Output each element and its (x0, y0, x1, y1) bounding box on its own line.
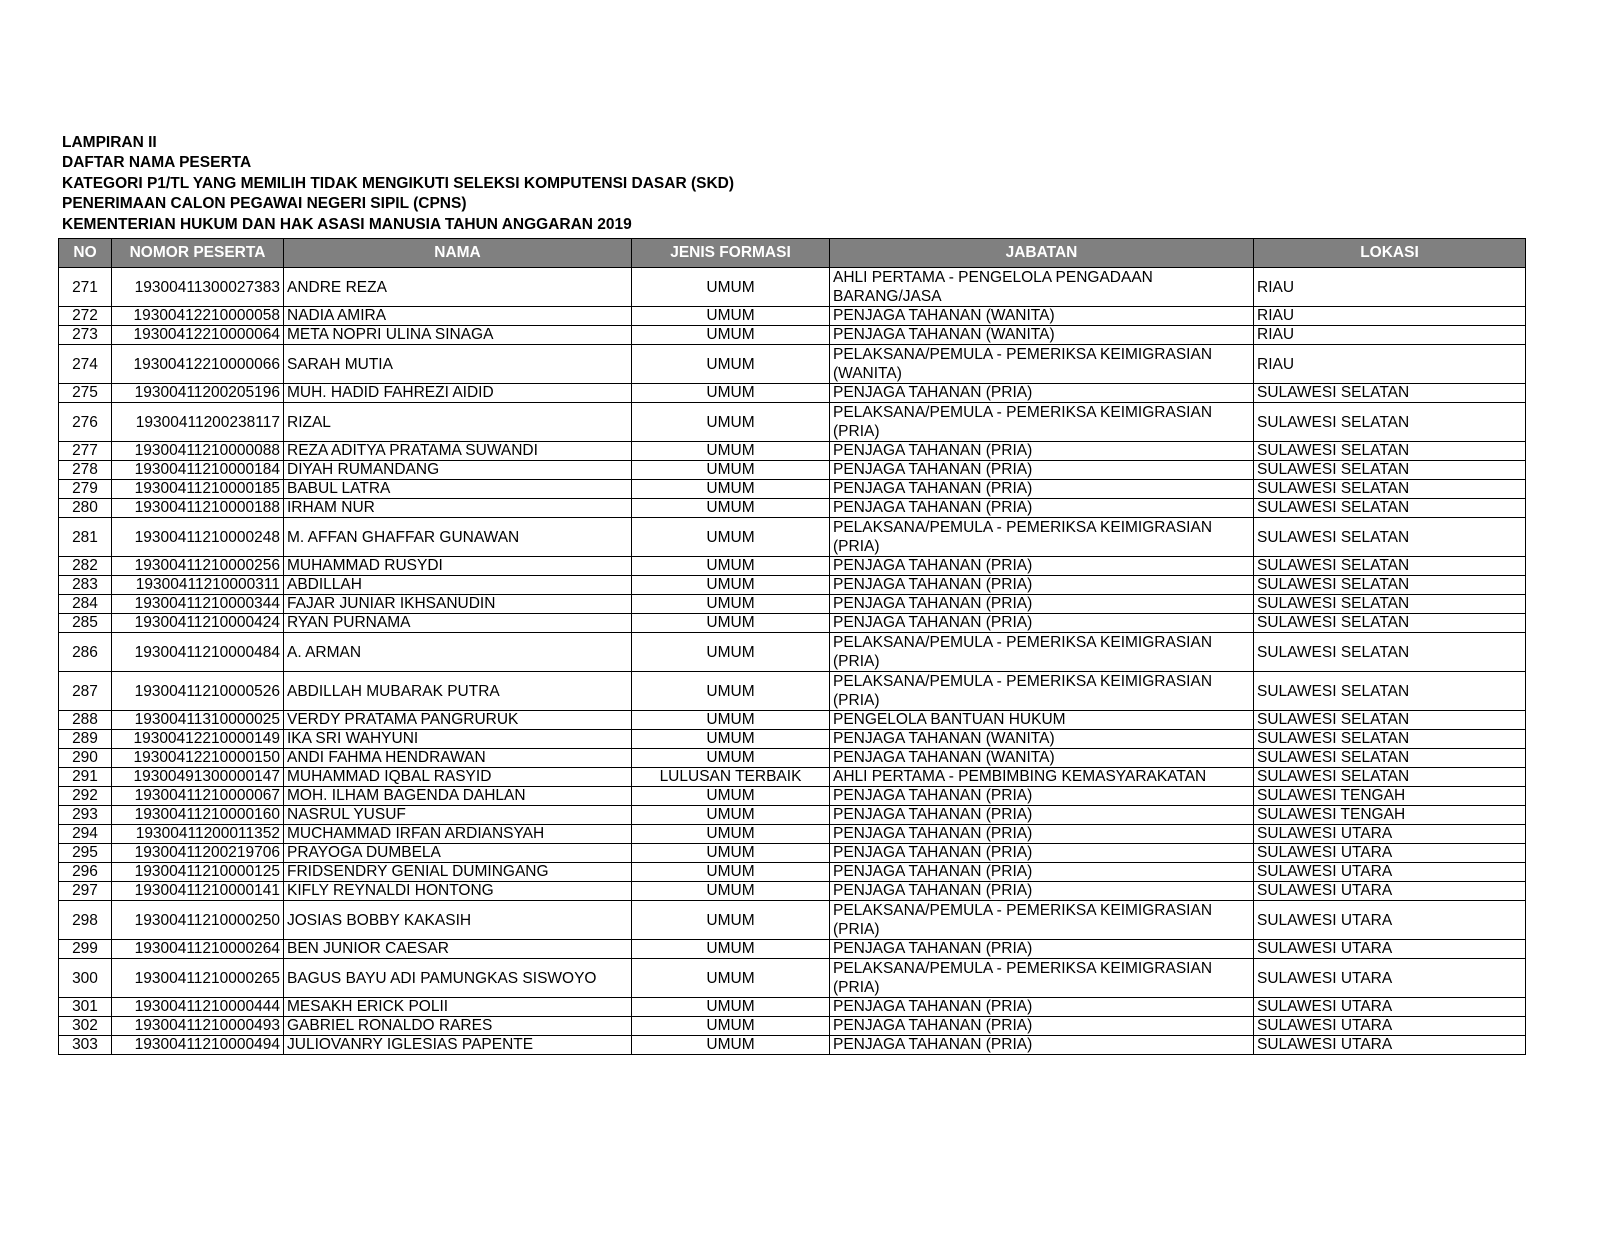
cell-nomor-peserta: 19300411210000265 (112, 959, 284, 998)
cell-jenis-formasi: UMUM (632, 442, 830, 461)
cell-no: 292 (59, 787, 112, 806)
cell-jabatan: PELAKSANA/PEMULA - PEMERIKSA KEIMIGRASIAN (PRIA) (830, 633, 1254, 672)
cell-no: 291 (59, 768, 112, 787)
cell-lokasi: SULAWESI SELATAN (1254, 499, 1526, 518)
title-line-daftar: DAFTAR NAMA PESERTA (62, 154, 252, 172)
cell-jabatan: PENJAGA TAHANAN (PRIA) (830, 461, 1254, 480)
cell-nama: ABDILLAH MUBARAK PUTRA (284, 672, 632, 711)
cell-lokasi: SULAWESI UTARA (1254, 1017, 1526, 1036)
cell-nomor-peserta: 19300411310000025 (112, 711, 284, 730)
table-row (59, 940, 1526, 959)
cell-jenis-formasi: UMUM (632, 633, 830, 672)
cell-nomor-peserta: 19300411210000088 (112, 442, 284, 461)
cell-nomor-peserta: 19300411210000248 (112, 518, 284, 557)
table-body (59, 268, 1526, 1055)
table-row (59, 806, 1526, 825)
cell-lokasi: SULAWESI SELATAN (1254, 403, 1526, 442)
cell-nomor-peserta: 19300411210000484 (112, 633, 284, 672)
table-header (59, 239, 1526, 268)
cell-jabatan: PENJAGA TAHANAN (PRIA) (830, 787, 1254, 806)
cell-jabatan: PELAKSANA/PEMULA - PEMERIKSA KEIMIGRASIAN (WANITA) (830, 345, 1254, 384)
cell-nomor-peserta: 19300411200011352 (112, 825, 284, 844)
table-row (59, 730, 1526, 749)
cell-nama: ANDI FAHMA HENDRAWAN (284, 749, 632, 768)
cell-nama: FAJAR JUNIAR IKHSANUDIN (284, 595, 632, 614)
cell-jenis-formasi: UMUM (632, 863, 830, 882)
cell-no: 281 (59, 518, 112, 557)
cell-nama: MESAKH ERICK POLII (284, 998, 632, 1017)
cell-nomor-peserta: 19300411210000067 (112, 787, 284, 806)
cell-no: 279 (59, 480, 112, 499)
cell-lokasi: SULAWESI UTARA (1254, 959, 1526, 998)
cell-jenis-formasi: UMUM (632, 268, 830, 307)
cell-lokasi: SULAWESI SELATAN (1254, 711, 1526, 730)
cell-nomor-peserta: 19300411210000493 (112, 1017, 284, 1036)
cell-lokasi: SULAWESI TENGAH (1254, 806, 1526, 825)
col-header-nama: NAMA (284, 239, 632, 268)
cell-lokasi: SULAWESI TENGAH (1254, 787, 1526, 806)
col-header-no: NO (59, 239, 112, 268)
table-row (59, 345, 1526, 384)
cell-nomor-peserta: 19300411210000250 (112, 901, 284, 940)
table-row (59, 633, 1526, 672)
cell-nomor-peserta: 19300411210000264 (112, 940, 284, 959)
cell-jenis-formasi: UMUM (632, 940, 830, 959)
cell-jabatan: PENJAGA TAHANAN (PRIA) (830, 882, 1254, 901)
cell-no: 303 (59, 1036, 112, 1055)
cell-jabatan: PENJAGA TAHANAN (WANITA) (830, 326, 1254, 345)
cell-no: 276 (59, 403, 112, 442)
cell-jenis-formasi: UMUM (632, 959, 830, 998)
table-row (59, 787, 1526, 806)
cell-nama: MOH. ILHAM BAGENDA DAHLAN (284, 787, 632, 806)
cell-nomor-peserta: 19300411210000256 (112, 557, 284, 576)
cell-jabatan: PENJAGA TAHANAN (WANITA) (830, 307, 1254, 326)
cell-nama: M. AFFAN GHAFFAR GUNAWAN (284, 518, 632, 557)
cell-jabatan: PELAKSANA/PEMULA - PEMERIKSA KEIMIGRASIAN (PRIA) (830, 403, 1254, 442)
cell-lokasi: SULAWESI UTARA (1254, 901, 1526, 940)
cell-jabatan: PENJAGA TAHANAN (PRIA) (830, 442, 1254, 461)
cell-nama: RYAN PURNAMA (284, 614, 632, 633)
cell-lokasi: SULAWESI SELATAN (1254, 384, 1526, 403)
cell-jabatan: PENJAGA TAHANAN (PRIA) (830, 595, 1254, 614)
table-row (59, 998, 1526, 1017)
col-header-jabatan: JABATAN (830, 239, 1254, 268)
cell-lokasi: SULAWESI SELATAN (1254, 576, 1526, 595)
table-row (59, 672, 1526, 711)
table-row (59, 442, 1526, 461)
cell-nama: PRAYOGA DUMBELA (284, 844, 632, 863)
cell-nomor-peserta: 19300411200238117 (112, 403, 284, 442)
cell-jabatan: PENJAGA TAHANAN (PRIA) (830, 576, 1254, 595)
cell-lokasi: SULAWESI SELATAN (1254, 633, 1526, 672)
cell-jenis-formasi: UMUM (632, 787, 830, 806)
cell-lokasi: SULAWESI UTARA (1254, 863, 1526, 882)
header-row (59, 239, 1526, 268)
cell-lokasi: RIAU (1254, 268, 1526, 307)
table-row (59, 557, 1526, 576)
title-line-lampiran: LAMPIRAN II (62, 134, 157, 151)
cell-no: 294 (59, 825, 112, 844)
cell-no: 282 (59, 557, 112, 576)
cell-jabatan: PENJAGA TAHANAN (PRIA) (830, 614, 1254, 633)
table-row (59, 749, 1526, 768)
cell-nama: JOSIAS BOBBY KAKASIH (284, 901, 632, 940)
cell-nomor-peserta: 19300411210000160 (112, 806, 284, 825)
cell-jenis-formasi: UMUM (632, 345, 830, 384)
cell-nomor-peserta: 19300411210000185 (112, 480, 284, 499)
cell-nomor-peserta: 19300411200205196 (112, 384, 284, 403)
cell-nama: ABDILLAH (284, 576, 632, 595)
cell-no: 287 (59, 672, 112, 711)
cell-nomor-peserta: 19300412210000064 (112, 326, 284, 345)
cell-nama: RIZAL (284, 403, 632, 442)
cell-no: 286 (59, 633, 112, 672)
cell-lokasi: SULAWESI UTARA (1254, 1036, 1526, 1055)
cell-jabatan: PENJAGA TAHANAN (WANITA) (830, 749, 1254, 768)
cell-nama: MUHAMMAD IQBAL RASYID (284, 768, 632, 787)
cell-jenis-formasi: UMUM (632, 730, 830, 749)
cell-nomor-peserta: 19300411210000311 (112, 576, 284, 595)
cell-no: 298 (59, 901, 112, 940)
cell-jenis-formasi: UMUM (632, 672, 830, 711)
cell-no: 273 (59, 326, 112, 345)
cell-jenis-formasi: UMUM (632, 806, 830, 825)
table-row (59, 461, 1526, 480)
table-row (59, 307, 1526, 326)
table-row (59, 499, 1526, 518)
cell-nomor-peserta: 19300411210000141 (112, 882, 284, 901)
cell-jenis-formasi: UMUM (632, 461, 830, 480)
cell-lokasi: RIAU (1254, 326, 1526, 345)
table-row (59, 1017, 1526, 1036)
cell-nama: ANDRE REZA (284, 268, 632, 307)
cell-no: 275 (59, 384, 112, 403)
cell-jabatan: PENJAGA TAHANAN (PRIA) (830, 825, 1254, 844)
table-row (59, 825, 1526, 844)
cell-lokasi: SULAWESI SELATAN (1254, 768, 1526, 787)
cell-jenis-formasi: UMUM (632, 557, 830, 576)
cell-no: 278 (59, 461, 112, 480)
cell-jabatan: AHLI PERTAMA - PEMBIMBING KEMASYARAKATAN (830, 768, 1254, 787)
table-row (59, 384, 1526, 403)
cell-jenis-formasi: UMUM (632, 326, 830, 345)
col-header-lokasi: LOKASI (1254, 239, 1526, 268)
cell-jabatan: PENJAGA TAHANAN (PRIA) (830, 863, 1254, 882)
cell-lokasi: SULAWESI SELATAN (1254, 442, 1526, 461)
cell-nomor-peserta: 19300411210000125 (112, 863, 284, 882)
cell-nomor-peserta: 19300411210000444 (112, 998, 284, 1017)
table-row (59, 326, 1526, 345)
cell-lokasi: SULAWESI SELATAN (1254, 749, 1526, 768)
table-row (59, 882, 1526, 901)
cell-jenis-formasi: UMUM (632, 825, 830, 844)
cell-nomor-peserta: 19300411210000344 (112, 595, 284, 614)
cell-no: 272 (59, 307, 112, 326)
cell-jabatan: PENJAGA TAHANAN (PRIA) (830, 384, 1254, 403)
cell-jabatan: PENJAGA TAHANAN (PRIA) (830, 1017, 1254, 1036)
cell-nomor-peserta: 19300411210000494 (112, 1036, 284, 1055)
table-row (59, 959, 1526, 998)
cell-no: 277 (59, 442, 112, 461)
cell-jabatan: PELAKSANA/PEMULA - PEMERIKSA KEIMIGRASIAN (PRIA) (830, 672, 1254, 711)
cell-no: 280 (59, 499, 112, 518)
cell-jenis-formasi: UMUM (632, 384, 830, 403)
col-header-jenis-formasi: JENIS FORMASI (632, 239, 830, 268)
cell-nama: MUH. HADID FAHREZI AIDID (284, 384, 632, 403)
cell-lokasi: SULAWESI SELATAN (1254, 518, 1526, 557)
cell-nama: KIFLY REYNALDI HONTONG (284, 882, 632, 901)
table-row (59, 576, 1526, 595)
cell-jabatan: PENGELOLA BANTUAN HUKUM (830, 711, 1254, 730)
cell-no: 301 (59, 998, 112, 1017)
cell-nomor-peserta: 19300412210000149 (112, 730, 284, 749)
table-row (59, 901, 1526, 940)
title-line-penerimaan: PENERIMAAN CALON PEGAWAI NEGERI SIPIL (CPNS) (62, 195, 467, 213)
cell-nomor-peserta: 19300411300027383 (112, 268, 284, 307)
cell-nama: DIYAH RUMANDANG (284, 461, 632, 480)
cell-jenis-formasi: UMUM (632, 518, 830, 557)
cell-jenis-formasi: UMUM (632, 749, 830, 768)
cell-nomor-peserta: 19300412210000058 (112, 307, 284, 326)
cell-nama: IRHAM NUR (284, 499, 632, 518)
cell-no: 288 (59, 711, 112, 730)
cell-jenis-formasi: UMUM (632, 480, 830, 499)
cell-nama: BEN JUNIOR CAESAR (284, 940, 632, 959)
cell-nama: JULIOVANRY IGLESIAS PAPENTE (284, 1036, 632, 1055)
cell-lokasi: SULAWESI UTARA (1254, 882, 1526, 901)
cell-nama: MUCHAMMAD IRFAN ARDIANSYAH (284, 825, 632, 844)
cell-jabatan: PENJAGA TAHANAN (PRIA) (830, 480, 1254, 499)
table-row (59, 268, 1526, 307)
cell-jenis-formasi: UMUM (632, 499, 830, 518)
cell-nama: REZA ADITYA PRATAMA SUWANDI (284, 442, 632, 461)
cell-nama: META NOPRI ULINA SINAGA (284, 326, 632, 345)
table-row (59, 403, 1526, 442)
cell-jenis-formasi: UMUM (632, 403, 830, 442)
cell-lokasi: SULAWESI UTARA (1254, 825, 1526, 844)
cell-jabatan: PENJAGA TAHANAN (WANITA) (830, 730, 1254, 749)
cell-jabatan: PENJAGA TAHANAN (PRIA) (830, 557, 1254, 576)
table-row (59, 711, 1526, 730)
cell-no: 297 (59, 882, 112, 901)
cell-jenis-formasi: UMUM (632, 844, 830, 863)
cell-nomor-peserta: 19300412210000066 (112, 345, 284, 384)
cell-jabatan: PENJAGA TAHANAN (PRIA) (830, 998, 1254, 1017)
participant-table (58, 238, 1526, 1055)
cell-jabatan: PELAKSANA/PEMULA - PEMERIKSA KEIMIGRASIAN (PRIA) (830, 959, 1254, 998)
cell-lokasi: SULAWESI SELATAN (1254, 672, 1526, 711)
table-row (59, 768, 1526, 787)
cell-nama: GABRIEL RONALDO RARES (284, 1017, 632, 1036)
cell-jenis-formasi: UMUM (632, 998, 830, 1017)
table-row (59, 518, 1526, 557)
cell-nomor-peserta: 19300411200219706 (112, 844, 284, 863)
cell-no: 284 (59, 595, 112, 614)
cell-lokasi: SULAWESI SELATAN (1254, 614, 1526, 633)
cell-nomor-peserta: 19300411210000424 (112, 614, 284, 633)
cell-nama: VERDY PRATAMA PANGRURUK (284, 711, 632, 730)
cell-nama: SARAH MUTIA (284, 345, 632, 384)
cell-no: 274 (59, 345, 112, 384)
cell-nama: A. ARMAN (284, 633, 632, 672)
table-row (59, 614, 1526, 633)
table-row (59, 595, 1526, 614)
cell-nama: BABUL LATRA (284, 480, 632, 499)
table-row (59, 844, 1526, 863)
cell-no: 271 (59, 268, 112, 307)
cell-no: 296 (59, 863, 112, 882)
cell-no: 285 (59, 614, 112, 633)
cell-lokasi: SULAWESI SELATAN (1254, 595, 1526, 614)
cell-jenis-formasi: UMUM (632, 901, 830, 940)
cell-nomor-peserta: 19300411210000526 (112, 672, 284, 711)
cell-nama: FRIDSENDRY GENIAL DUMINGANG (284, 863, 632, 882)
table-row (59, 1036, 1526, 1055)
cell-nomor-peserta: 19300411210000184 (112, 461, 284, 480)
cell-nama: BAGUS BAYU ADI PAMUNGKAS SISWOYO (284, 959, 632, 998)
cell-jenis-formasi: UMUM (632, 711, 830, 730)
cell-nama: IKA SRI WAHYUNI (284, 730, 632, 749)
cell-no: 293 (59, 806, 112, 825)
cell-jenis-formasi: LULUSAN TERBAIK (632, 768, 830, 787)
cell-jenis-formasi: UMUM (632, 576, 830, 595)
cell-lokasi: RIAU (1254, 307, 1526, 326)
cell-lokasi: SULAWESI UTARA (1254, 998, 1526, 1017)
cell-no: 283 (59, 576, 112, 595)
cell-lokasi: SULAWESI SELATAN (1254, 480, 1526, 499)
title-line-kementerian: KEMENTERIAN HUKUM DAN HAK ASASI MANUSIA TAHUN ANGGARAN 2019 (62, 215, 632, 233)
title-line-kategori: KATEGORI P1/TL YANG MEMILIH TIDAK MENGIKUTI SELEKSI KOMPUTENSI DASAR (SKD) (62, 174, 734, 192)
cell-lokasi: RIAU (1254, 345, 1526, 384)
cell-nama: NADIA AMIRA (284, 307, 632, 326)
cell-no: 299 (59, 940, 112, 959)
cell-no: 302 (59, 1017, 112, 1036)
cell-jabatan: PENJAGA TAHANAN (PRIA) (830, 940, 1254, 959)
cell-jabatan: PELAKSANA/PEMULA - PEMERIKSA KEIMIGRASIAN (PRIA) (830, 518, 1254, 557)
cell-jabatan: PENJAGA TAHANAN (PRIA) (830, 499, 1254, 518)
cell-nama: NASRUL YUSUF (284, 806, 632, 825)
col-header-nomor-peserta: NOMOR PESERTA (112, 239, 284, 268)
cell-jabatan: AHLI PERTAMA - PENGELOLA PENGADAAN BARANG/JASA (830, 268, 1254, 307)
cell-jenis-formasi: UMUM (632, 1036, 830, 1055)
cell-lokasi: SULAWESI SELATAN (1254, 730, 1526, 749)
table-row (59, 480, 1526, 499)
cell-jenis-formasi: UMUM (632, 595, 830, 614)
cell-no: 300 (59, 959, 112, 998)
cell-jenis-formasi: UMUM (632, 614, 830, 633)
cell-jabatan: PELAKSANA/PEMULA - PEMERIKSA KEIMIGRASIAN (PRIA) (830, 901, 1254, 940)
cell-lokasi: SULAWESI SELATAN (1254, 557, 1526, 576)
document-title-block (62, 133, 1522, 235)
cell-nama: MUHAMMAD RUSYDI (284, 557, 632, 576)
cell-jabatan: PENJAGA TAHANAN (PRIA) (830, 1036, 1254, 1055)
cell-jenis-formasi: UMUM (632, 1017, 830, 1036)
table-row (59, 863, 1526, 882)
cell-lokasi: SULAWESI SELATAN (1254, 461, 1526, 480)
cell-jenis-formasi: UMUM (632, 882, 830, 901)
cell-jenis-formasi: UMUM (632, 307, 830, 326)
cell-no: 289 (59, 730, 112, 749)
cell-lokasi: SULAWESI UTARA (1254, 844, 1526, 863)
cell-no: 295 (59, 844, 112, 863)
cell-no: 290 (59, 749, 112, 768)
cell-nomor-peserta: 19300491300000147 (112, 768, 284, 787)
cell-nomor-peserta: 19300412210000150 (112, 749, 284, 768)
cell-lokasi: SULAWESI UTARA (1254, 940, 1526, 959)
cell-jabatan: PENJAGA TAHANAN (PRIA) (830, 806, 1254, 825)
cell-nomor-peserta: 19300411210000188 (112, 499, 284, 518)
cell-jabatan: PENJAGA TAHANAN (PRIA) (830, 844, 1254, 863)
